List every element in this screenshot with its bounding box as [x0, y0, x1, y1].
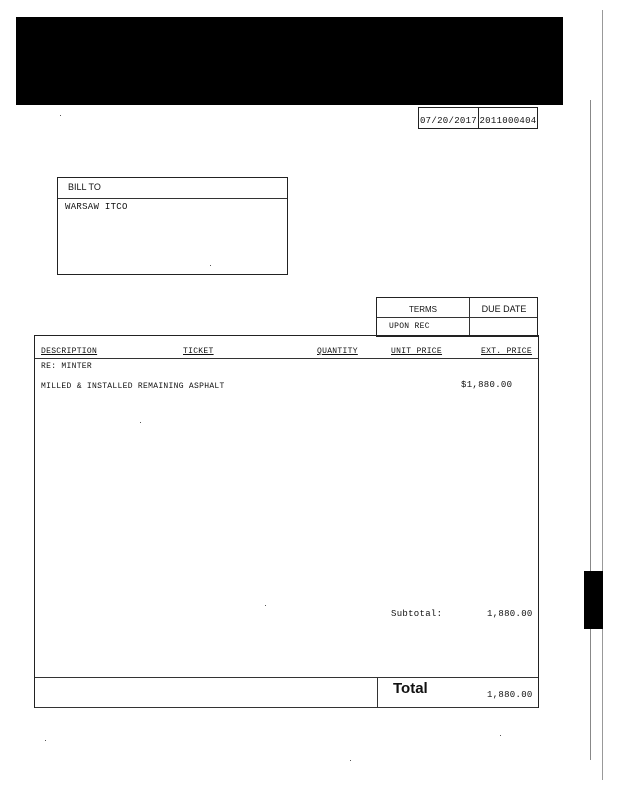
col-unit-price: UNIT PRICE: [391, 347, 443, 356]
header-divider: [35, 358, 538, 359]
terms-label: TERMS: [409, 305, 437, 314]
date-box: [418, 107, 479, 129]
total-value: 1,880.00: [487, 690, 533, 700]
invoice-number-box: [478, 107, 538, 129]
scan-speck: [500, 735, 501, 736]
col-description: DESCRIPTION: [41, 347, 98, 356]
scan-speck: [265, 605, 266, 606]
terms-box: [376, 297, 538, 337]
scan-speck: [210, 265, 211, 266]
col-ticket: TICKET: [183, 347, 214, 356]
total-label: Total: [393, 680, 428, 697]
row-item-description: MILLED & INSTALLED REMAINING ASPHALT: [41, 382, 225, 391]
subtotal-label: Subtotal:: [391, 609, 443, 619]
row-item-ext-price: $1,880.00: [461, 380, 513, 390]
col-ext-price: EXT. PRICE: [481, 347, 533, 356]
scan-dark-marker: [584, 571, 603, 629]
terms-divider: [377, 317, 537, 318]
subtotal-value: 1,880.00: [487, 609, 533, 619]
scan-speck: [60, 115, 61, 116]
bill-to-divider: [58, 198, 287, 199]
scan-edge-line-2: [602, 10, 603, 780]
total-top-line: [35, 677, 538, 678]
invoice-date: 07/20/2017: [419, 116, 477, 126]
total-divider: [377, 677, 378, 708]
scan-speck: [45, 740, 46, 741]
scan-speck: [140, 422, 141, 423]
terms-value: UPON REC: [389, 322, 430, 331]
invoice-number: 2011000404: [479, 116, 537, 126]
bill-to-label: BILL TO: [68, 182, 101, 192]
scan-edge-line: [590, 100, 591, 760]
bill-to-name: WARSAW ITCO: [65, 202, 128, 212]
items-table: [34, 335, 539, 708]
scan-speck: [350, 760, 351, 761]
col-quantity: QUANTITY: [317, 347, 358, 356]
bill-to-box: [57, 177, 288, 275]
redacted-header: [16, 17, 563, 105]
total-bottom-line: [35, 707, 538, 708]
row-reference: RE: MINTER: [41, 362, 93, 371]
due-date-label: DUE DATE: [481, 304, 527, 314]
